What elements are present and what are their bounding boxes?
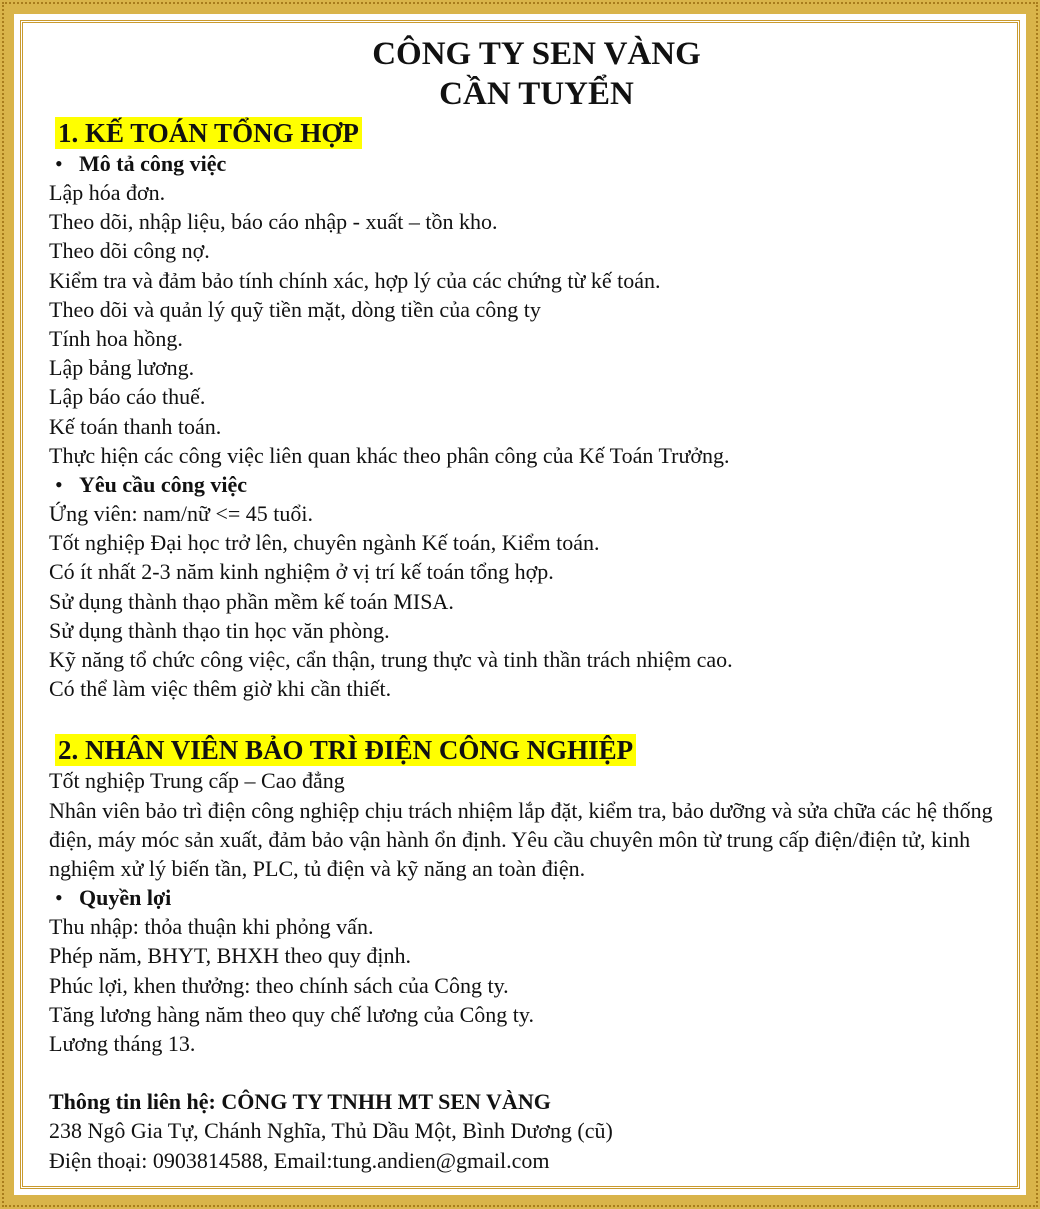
recruiting-title: CẦN TUYỂN	[439, 76, 634, 112]
job2-heading: 2. NHÂN VIÊN BẢO TRÌ ĐIỆN CÔNG NGHIỆP	[55, 734, 636, 766]
job1-requirements-heading	[49, 470, 1024, 499]
list-item: Theo dõi và quản lý quỹ tiền mặt, dòng tiền của công ty	[49, 296, 541, 322]
list-item: Lập báo cáo thuế.	[49, 384, 206, 410]
list-item: Tăng lương hàng năm theo quy chế lương của Công ty.	[49, 1001, 534, 1027]
list-item: Lập bảng lương.	[49, 355, 195, 381]
company-title: CÔNG TY SEN VÀNG	[372, 36, 701, 72]
list-item: Theo dõi công nợ.	[49, 238, 210, 264]
list-item: Thu nhập: thỏa thuận khi phỏng vấn.	[49, 914, 374, 940]
contact-section	[49, 1087, 1024, 1175]
list-item: Kế toán thanh toán.	[49, 413, 222, 439]
list-item: Tính hoa hồng.	[49, 326, 183, 352]
list-item: Phúc lợi, khen thưởng: theo chính sách của Công ty.	[49, 972, 509, 998]
job2-benefits-list	[49, 912, 1024, 1058]
list-item: Lương tháng 13.	[49, 1031, 196, 1057]
job1-description-heading-text: Mô tả công việc	[79, 151, 227, 176]
list-item: Thực hiện các công việc liên quan khác theo phân công của Kế Toán Trưởng.	[49, 442, 730, 468]
list-item: Kiểm tra và đảm bảo tính chính xác, hợp lý của các chứng từ kế toán.	[49, 267, 661, 293]
job2-benefits-heading	[49, 883, 1024, 912]
list-item: Phép năm, BHYT, BHXH theo quy định.	[49, 943, 411, 969]
bullet-icon: •	[55, 885, 63, 911]
job2-benefits-heading-text: Quyền lợi	[79, 885, 172, 911]
job1-heading: 1. KẾ TOÁN TỔNG HỢP	[55, 117, 362, 149]
job1-description-heading	[49, 149, 1024, 178]
list-item: Sử dụng thành thạo phần mềm kế toán MISA.	[49, 588, 454, 614]
job1-requirements-list	[49, 499, 1024, 703]
contact-heading: Thông tin liên hệ: CÔNG TY TNHH MT SEN VÀNG	[49, 1089, 551, 1115]
list-item: Sử dụng thành thạo tin học văn phòng.	[49, 617, 390, 643]
job-posting	[49, 34, 1024, 1175]
contact-phone-email: Điện thoại: 0903814588, Email:tung.andien@gmail.com	[49, 1147, 550, 1173]
job1-requirements-heading-text: Yêu cầu công việc	[79, 472, 248, 498]
list-item: Tốt nghiệp Đại học trở lên, chuyên ngành Kế toán, Kiểm toán.	[49, 530, 600, 556]
list-item: Lập hóa đơn.	[49, 180, 166, 205]
list-item: Kỹ năng tổ chức công việc, cẩn thận, trung thực và tinh thần trách nhiệm cao.	[49, 647, 733, 673]
job2-education: Tốt nghiệp Trung cấp – Cao đẳng	[49, 768, 345, 794]
bullet-icon: •	[55, 151, 63, 176]
list-item: Ứng viên: nam/nữ <= 45 tuổi.	[49, 501, 314, 527]
job2-description: Nhân viên bảo trì điện công nghiệp chịu trách nhiệm lắp đặt, kiểm tra, bảo dưỡng và sửa chữa các hệ thống điện, máy móc sản xuất, đảm bảo vận hành ổn định. Yêu cầu chuyên môn từ trung cấp điện/điện tử, kinh nghiệm xử lý biến tần, PLC, tủ điện và kỹ năng an toàn điện.	[49, 797, 993, 882]
list-item: Có thể làm việc thêm giờ khi cần thiết.	[49, 676, 392, 702]
contact-address: 238 Ngô Gia Tự, Chánh Nghĩa, Thủ Dầu Một, Bình Dương (cũ)	[49, 1118, 613, 1144]
list-item: Theo dõi, nhập liệu, báo cáo nhập - xuất – tồn kho.	[49, 209, 498, 235]
list-item: Có ít nhất 2-3 năm kinh nghiệm ở vị trí kế toán tổng hợp.	[49, 559, 554, 585]
bullet-icon: •	[55, 472, 63, 498]
job1-description-list	[49, 178, 1024, 470]
